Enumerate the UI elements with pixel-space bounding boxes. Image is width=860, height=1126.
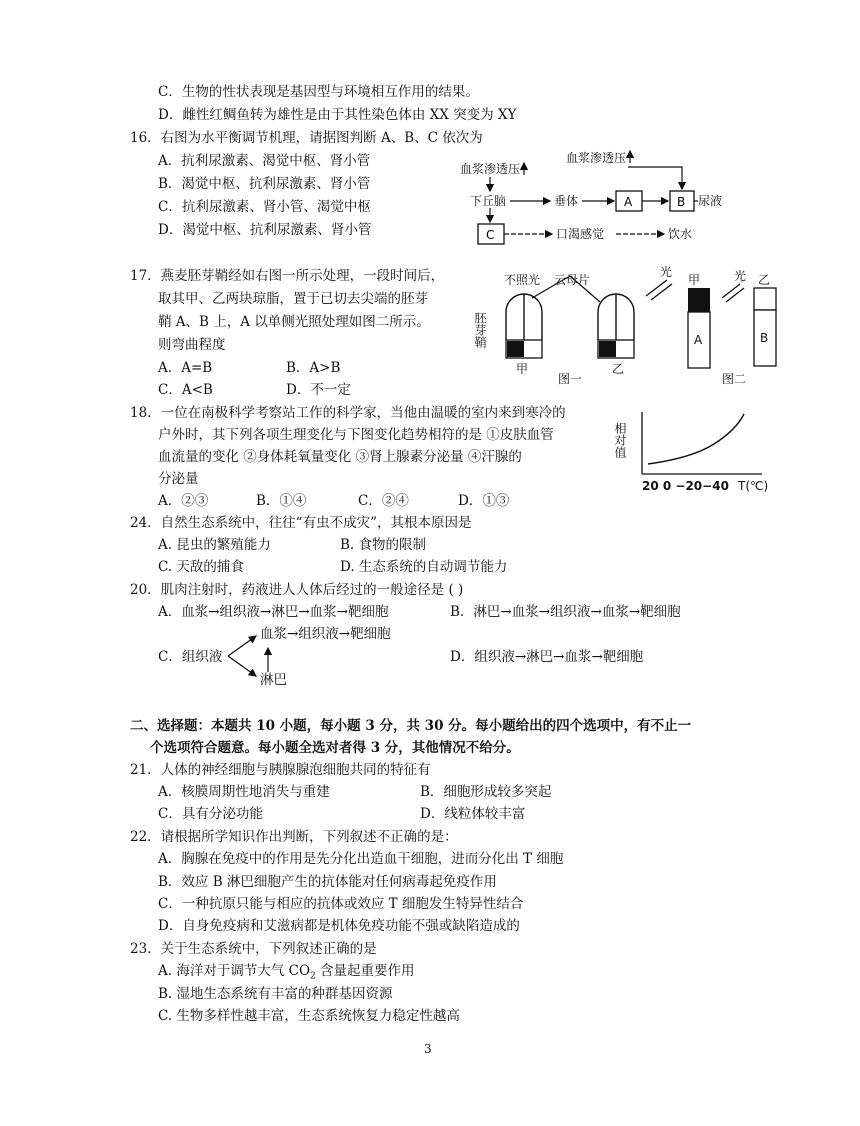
fig16-box-a: A <box>624 195 633 209</box>
fig16-thirst: 口渴感觉 <box>556 227 605 241</box>
fig17-yi: 乙 <box>612 362 625 376</box>
q24-option-d: D. 生态系统的自动调节能力 <box>340 559 508 575</box>
trend-graph <box>612 408 792 496</box>
section2-heading-line1: 二、选择题：本题共 10 小题，每小题 3 分，共 30 分。每小题给出的四个选项中，有不止一 <box>130 718 692 734</box>
q22-stem: 22．请根据所学知识作出判断，下列叙述不正确的是： <box>130 829 458 845</box>
q18-option-c: C．②④ <box>358 493 409 509</box>
q20-option-b: B．淋巴→血浆→组织液→血浆→靶细胞 <box>450 604 681 620</box>
q16-option-b: B．渴觉中枢、抗利尿激素、肾小管 <box>158 176 371 192</box>
fig17-fig2: 图二 <box>722 372 747 386</box>
q23-option-a-pre: A. 海洋对于调节大气 CO <box>158 963 311 979</box>
q18-stem-line2: 户外时，其下列各项生理变化与下图变化趋势相符的是 ①皮肤血管 <box>158 427 554 443</box>
q22-option-b: B．效应 B 淋巴细胞产生的抗体能对任何病毒起免疫作用 <box>158 874 497 890</box>
q24-option-c: C. 天敌的捕食 <box>158 559 244 575</box>
water-balance-diagram <box>448 145 730 250</box>
q20-option-a: A．血浆→组织液→淋巴→血浆→靶细胞 <box>158 604 389 620</box>
fig16-urine: 尿液 <box>698 194 723 208</box>
page-number: 3 <box>424 1042 432 1056</box>
q18-stem-line3: 血流量的变化 ②身体耗氧量变化 ③肾上腺素分泌量 ④汗腺的 <box>158 449 522 465</box>
fig17-box-a: A <box>694 333 703 347</box>
fig16-pituitary: 垂体 <box>554 194 579 208</box>
q20-option-c-bottom: 淋巴 <box>260 672 287 688</box>
fig17-fig1: 图一 <box>558 372 583 386</box>
q21-option-b: B．细胞形成较多突起 <box>420 784 552 800</box>
q23-option-a-post: 含量起重要作用 <box>315 963 415 979</box>
q17-stem-line1: 17．燕麦胚芽鞘经如右图一所示处理，一段时间后， <box>130 268 445 284</box>
q16-option-d: D．渴觉中枢、抗利尿激素、肾小管 <box>158 222 372 238</box>
fig16-hypothalamus: 下丘脑 <box>470 194 507 208</box>
q23-option-a-sub: 2 <box>310 971 316 982</box>
q23-option-c: C. 生物多样性越丰富，生态系统恢复力稳定性越高 <box>158 1008 460 1024</box>
q20-option-c-top: 血浆→组织液→靶细胞 <box>260 626 391 642</box>
q17-option-d: D．不一定 <box>286 382 351 398</box>
fig17-no-light: 不照光 <box>504 273 541 287</box>
q17-option-b: B．A>B <box>286 360 341 376</box>
q23-option-b: B. 湿地生态系统有丰富的种群基因资源 <box>158 986 393 1002</box>
q23-stem: 23．关于生态系统中，下列叙述正确的是 <box>130 941 377 957</box>
fig16-box-b: B <box>677 195 686 209</box>
fig17-coleoptile-label: 胚芽鞘 <box>473 312 487 348</box>
q18-stem-line4: 分泌量 <box>158 471 199 487</box>
q16-stem: 16．右图为水平衡调节机理，请据图判断 A、B、C 依次为 <box>130 130 483 146</box>
section2-heading-line2: 个选项符合题意。每小题全选对者得 3 分，其他情况不给分。 <box>150 740 520 756</box>
q18-stem-line1: 18．一位在南极科学考察站工作的科学家，当他由温暖的室内来到寒冷的 <box>130 405 566 421</box>
q20-option-c-label: C．组织液 <box>158 649 223 665</box>
q18-option-d: D．①③ <box>458 493 510 509</box>
q22-option-d: D．自身免疫病和艾滋病都是机体免疫功能不强或缺陷造成的 <box>158 918 520 934</box>
q17-option-a: A．A=B <box>158 360 213 376</box>
q17-stem-line2: 取其甲、乙两块琼脂，置于已切去尖端的胚芽 <box>158 291 428 307</box>
q15-option-d: D．雌性红鲷鱼转为雄性是由于其性染色体由 XX 突变为 XY <box>158 107 517 123</box>
fig18-xunit: T(℃) <box>738 479 769 493</box>
q17-stem-line4: 则弯曲程度 <box>158 337 226 353</box>
fig16-plasma-left: 血浆渗透压 <box>460 162 521 176</box>
q18-option-a: A．②③ <box>158 493 209 509</box>
fig17-light2: 光 <box>734 269 747 283</box>
q21-option-a: A．核膜周期性地消失与重建 <box>158 784 330 800</box>
coleoptile-diagram <box>472 262 788 392</box>
q17-option-c: C．A<B <box>158 382 213 398</box>
fig17-jia: 甲 <box>516 362 529 376</box>
q20-stem: 20．肌肉注射时，药液进人人体后经过的一般途径是 ( ) <box>130 582 464 598</box>
fig16-plasma-top: 血浆渗透压 <box>566 151 627 165</box>
fig17-box-b: B <box>760 331 769 345</box>
q24-option-a: A. 昆虫的繁殖能力 <box>158 537 271 553</box>
fig17-light1: 光 <box>660 265 673 279</box>
q18-option-b: B．①④ <box>256 493 307 509</box>
q16-option-a: A．抗利尿激素、渴觉中枢、肾小管 <box>158 153 371 169</box>
q23-option-a <box>158 961 415 987</box>
fig16-box-c: C <box>486 228 495 242</box>
fig16-drink: 饮水 <box>668 227 693 241</box>
q15-option-c: C．生物的性状表现是基因型与环境相互作用的结果。 <box>158 84 479 100</box>
q21-stem: 21．人体的神经细胞与胰腺腺泡细胞共同的特征有 <box>130 762 431 778</box>
q21-option-d: D．线粒体较丰富 <box>420 806 526 822</box>
q24-stem: 24．自然生态系统中，往往“有虫不成灾”，其根本原因是 <box>130 515 472 531</box>
fig17-yi-top: 乙 <box>758 273 771 287</box>
q24-option-b: B. 食物的限制 <box>340 537 427 553</box>
q20-option-d: D．组织液→淋巴→血浆→靶细胞 <box>450 649 644 665</box>
fig17-jia-top: 甲 <box>688 273 701 287</box>
q21-option-c: C．具有分泌功能 <box>158 806 263 822</box>
fig17-mica: 云母片 <box>554 273 591 287</box>
q22-option-a: A．胸腺在免疫中的作用是先分化出造血干细胞，进而分化出 T 细胞 <box>158 851 564 867</box>
fig18-ylabel: 相对值 <box>613 422 627 458</box>
q22-option-c: C．一种抗原只能与相应的抗体或效应 T 细胞发生特异性结合 <box>158 896 524 912</box>
q16-option-c: C．抗利尿激素、肾小管、渴觉中枢 <box>158 199 371 215</box>
q17-stem-line3: 鞘 A、B 上，A 以单侧光照处理如图二所示。 <box>158 314 430 330</box>
fig18-xticks: 20 0 −20−40 <box>642 479 729 493</box>
